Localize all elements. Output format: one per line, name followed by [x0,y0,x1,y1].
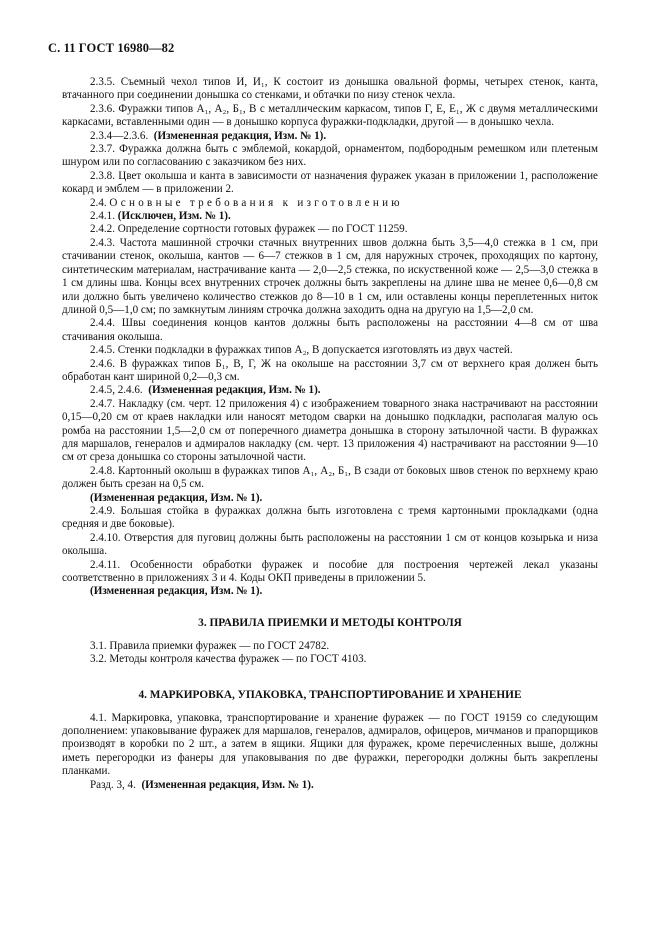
section-3-heading: 3. ПРАВИЛА ПРИЕМКИ И МЕТОДЫ КОНТРОЛЯ [198,616,462,629]
section-number: 2.4. [90,196,107,209]
edition-note-2-4-8: (Измененная редакция, Изм. № 1). [90,491,263,504]
clause-2-4-5: 2.4.5. Стенки подкладки в фуражках типов А₂, В допускается изготовлять из двух частей. [90,344,513,357]
section-2-4-title [62,197,598,210]
clause-number: Разд. 3, 4. [90,778,136,791]
document-body [62,76,598,792]
clause-2-3-4-2-3-6-edit [62,130,598,143]
clause-2-4-2: 2.4.2. Определение сортности готовых фуражек — по ГОСТ 11259. [90,223,408,236]
clause-number: 2.3.4—2.3.6. [90,129,149,142]
clause-2-4-10: 2.4.10. Отверстия для пуговиц должны быть расположены на расстоянии 1 см от концов козырька и низа околыша. [62,531,598,558]
clause-2-4-5-2-4-6-edit [62,384,598,397]
excluded-note: (Исключен, Изм. № 1). [117,210,231,223]
clause-2-4-3: 2.4.3. Частота машинной строчки стачных внутренних швов должна быть 3,5—4,0 стежка в 1 см, при стачивании стенок, околыша, кантов — 6—7 стежков в 1 см, для наружных строчек, проходящих по картону, синтетическим материалам, настрачивание канта — 2,0—2,5 стежка, по искуственной коже — 2,5—3,0 стежка в 1 см длины шва. Концы всех внутренних строчек должны быть закреплены на длине шва не менее 0,6—0,8 см или должно быть увеличено количество стежков до 8—10 в 1 см, или оставлены концы переплетенных ниток длиной 0,5—1,0 см; по замкнутым линиям строчка должна заходить одна на другую на 1,5—2,0 см. [62,236,598,316]
section-4-heading: 4. МАРКИРОВКА, УПАКОВКА, ТРАНСПОРТИРОВАНИЕ И ХРАНЕНИЕ [138,688,522,701]
edition-note: (Измененная редакция, Изм. № 1). [153,129,327,142]
clause-2-3-6: 2.3.6. Фуражки типов А₁, А₂, Б₁, В с металлическим каркасом, типов Г, Е, Е₁, Ж с двумя металлическими каркасами, вставленными один — в донышко корпуса фуражки-подкладки, другой — в донышко чехла. [62,102,598,129]
clause-number: 2.4.5, 2.4.6. [90,384,143,397]
clause-2-4-1 [62,210,598,223]
clause-2-3-5: 2.3.5. Съемный чехол типов И, И₁, К состоит из донышка овальной формы, четырех стенок, канта, втачанного при соединении донышка со стенками, и обтачки по низу стенок чехла. [62,76,598,102]
clause-2-3-8: 2.3.8. Цвет околыша и канта в зависимости от назначения фуражек указан в приложении 1, расположение кокард и эмблем — в приложении 2. [62,169,598,196]
clause-2-4-4: 2.4.4. Швы соединения концов кантов должны быть расположены на расстоянии 4—8 см от шва стачивания околыша. [62,317,598,343]
clause-2-4-6: 2.4.6. В фуражках типов Б₁, В, Г, Ж на околыше на расстоянии 3,7 см от верхнего края должен быть обработан кант шириной 0,2—0,3 см. [62,357,598,383]
edition-note-2-4-11: (Измененная редакция, Изм. № 1). [90,585,263,598]
edition-note: (Измененная редакция, Изм. № 1). [148,384,321,397]
clause-2-4-9: 2.4.9. Большая стойка в фуражках должна быть изготовлена с тремя картонными прокладками (одна средняя и две боковые). [62,505,598,531]
section-title: Основные требования к изготовлению [109,196,403,209]
page-header: С. 11 ГОСТ 16980—82 [48,41,175,55]
clause-3-1: 3.1. Правила приемки фуражек — по ГОСТ 24782. [90,639,330,652]
clause-4-1: 4.1. Маркировка, упаковка, транспортирование и хранение фуражек — по ГОСТ 19159 со следующим дополнением: упаковывание фуражек для маршалов, генералов, адмиралов, офицеров, мичманов и прапорщиков производят в коробки по 2 шт., а затем в ящики. Ящики для фуражек, кроме перечисленных выше, должны иметь перегородки из фанеры для упаковывания по две фуражки, перегородки должны быть закреплены планками. [62,711,598,778]
clause-number: 2.4.1. [90,210,115,223]
clause-2-4-11: 2.4.11. Особенности обработки фуражек и пособие для построения чертежей лекал указаны соответственно в приложениях 3 и 4. Коды ОКП приведены в приложении 5. [62,558,598,585]
edition-note: (Измененная редакция, Изм. № 1). [141,778,314,791]
clause-2-3-7: 2.3.7. Фуражка должна быть с эмблемой, кокардой, орнаментом, подбородным ремешком или плетеным шнуром или по согласованию с заказчиком без них. [62,143,598,169]
sections-3-4-edit [62,779,598,792]
clause-3-2: 3.2. Методы контроля качества фуражек — по ГОСТ 4103. [90,653,367,666]
clause-2-4-7: 2.4.7. Накладку (см. черт. 12 приложения 4) с изображением товарного знака настрачивают на расстоянии 0,15—0,20 см от краев накладки или наносят методом сварки на донышко подкладки, располагая малую ось ромба на расстоянии 1,5—2,0 см от поперечного диаметра донышка в сторону затылочной части. В фуражках для маршалов, генералов и адмиралов накладку (см. черт. 13 приложения 4) настрачивают на расстоянии 9—10 см от среза донышка со стороны затылочной части. [62,397,598,464]
clause-2-4-8: 2.4.8. Картонный околыш в фуражках типов А₁, А₂, Б₁, В сзади от боковых швов стенок по верхнему краю должен быть срезан на 0,5 см. [62,464,598,491]
